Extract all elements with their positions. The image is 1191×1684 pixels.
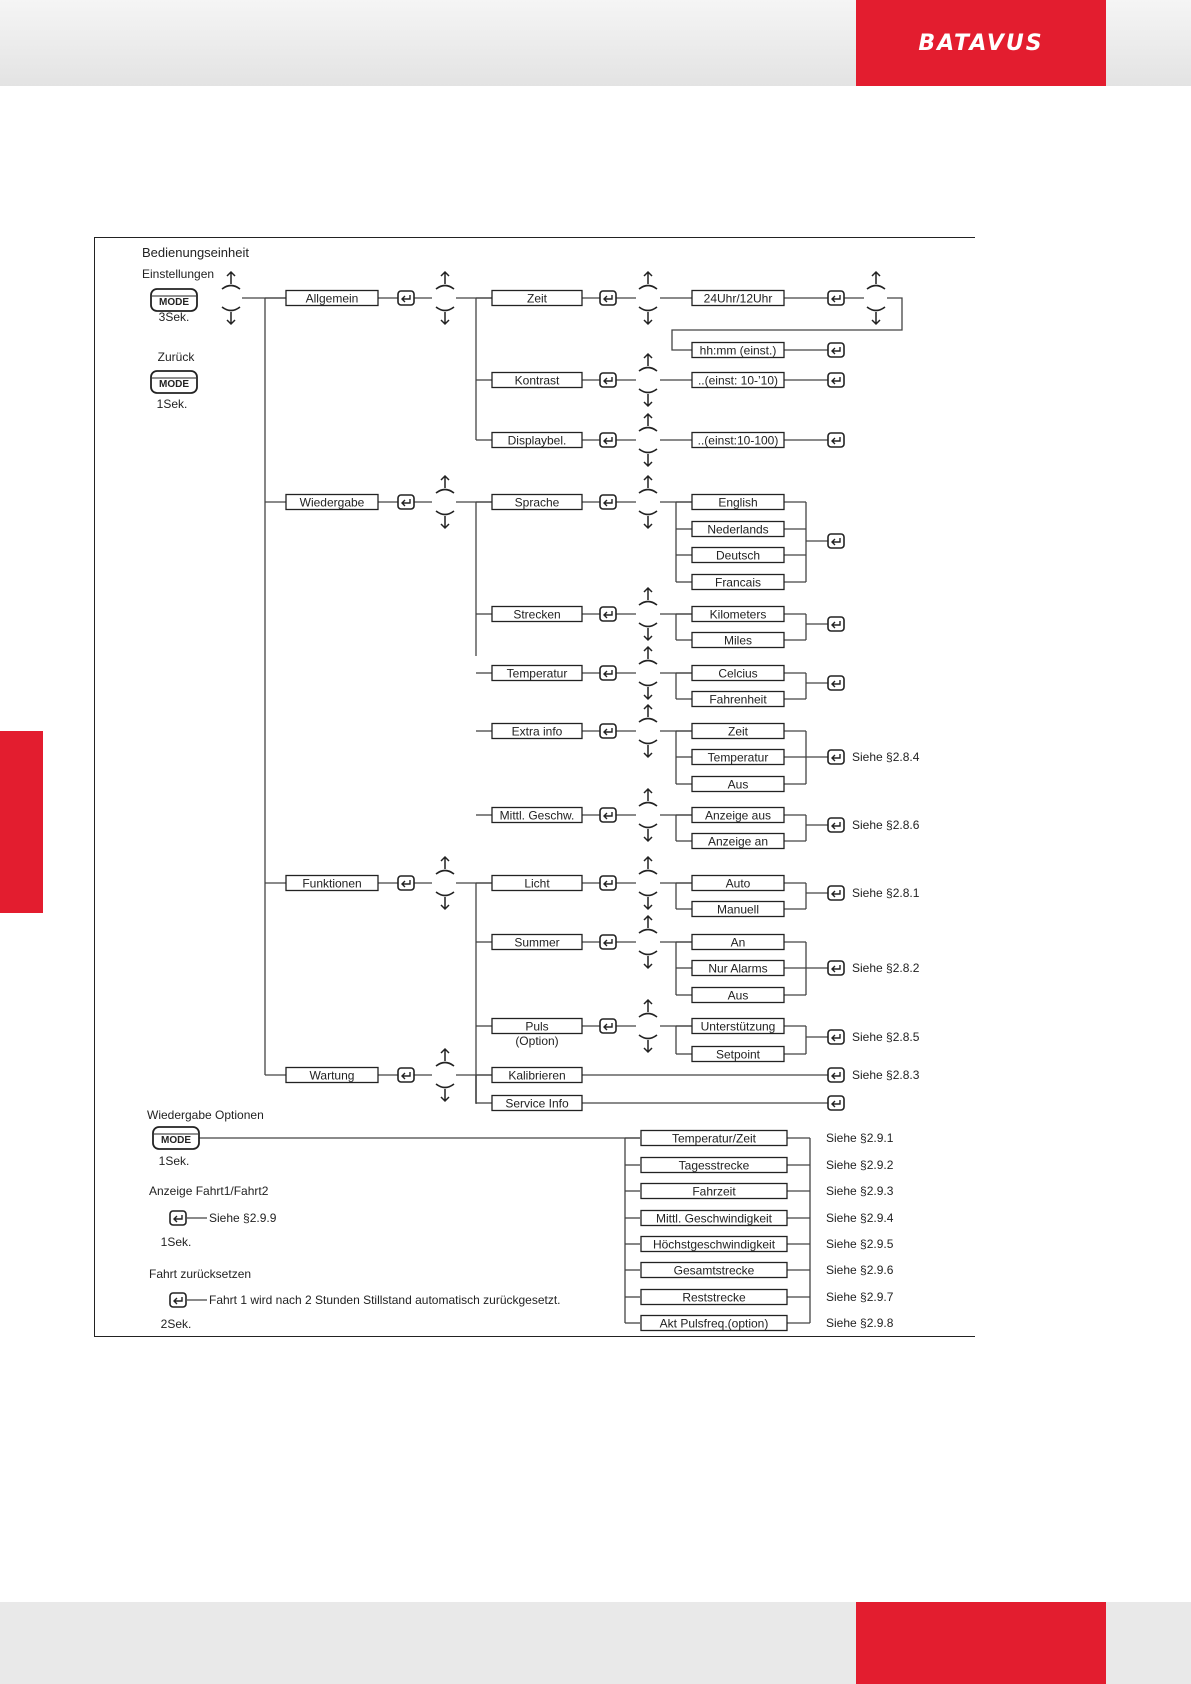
enter-icon-frame [600, 724, 616, 738]
enter-icon-frame [600, 291, 616, 305]
enter-icon [600, 935, 616, 949]
enter-icon [600, 373, 616, 387]
arrow-down-icon [441, 1089, 449, 1101]
uhr-box-label: 24Uhr/12Uhr [703, 291, 773, 306]
up-down-icon [639, 647, 657, 699]
enter-icon-frame [600, 495, 616, 509]
arrow-up-arc [436, 490, 454, 494]
enter-icon [828, 961, 844, 975]
arrow-up-icon [644, 916, 652, 928]
level1-item-label: Allgemein [305, 291, 359, 306]
wiedergabe-ref: Siehe §2.9.1 [826, 1131, 894, 1145]
mode-button-icon [151, 289, 197, 311]
up-down-icon [639, 354, 657, 406]
enter-icon [828, 617, 844, 631]
mode-button-text: MODE [159, 297, 189, 308]
arrow-down-icon [644, 394, 652, 406]
anzeige-sek-label: 1Sek. [160, 1235, 192, 1249]
enter-icon [828, 343, 844, 357]
arrow-down-icon [441, 312, 449, 324]
enter-icon [600, 607, 616, 621]
arrow-down-arc [639, 449, 657, 453]
enter-icon-frame [828, 750, 844, 764]
diagram-marks [142, 245, 920, 1331]
level1-item-label: Funktionen [302, 876, 362, 891]
enter-icon [828, 433, 844, 447]
arrow-down-icon [644, 829, 652, 841]
arrow-up-icon [441, 476, 449, 488]
enter-icon-frame [398, 495, 414, 509]
enter-icon [828, 534, 844, 548]
reference-label: Siehe §2.8.6 [852, 818, 920, 832]
option-item-label: Fahrenheit [709, 692, 767, 707]
enter-icon-frame [600, 607, 616, 621]
arrow-up-icon [227, 272, 235, 284]
level2-item-label: Kontrast [514, 373, 560, 388]
kontrast-value-box-label: ..(einst: 10-’10) [697, 373, 779, 388]
option-item-label: Unterstützung [700, 1019, 776, 1034]
arrow-up-arc [436, 286, 454, 290]
arrow-up-icon [644, 789, 652, 801]
option-item-label: Kilometers [709, 607, 767, 622]
arrow-down-icon [644, 516, 652, 528]
arrow-up-icon [441, 1049, 449, 1061]
up-down-icon [222, 272, 240, 324]
arrow-up-arc [639, 803, 657, 807]
enter-icon [600, 666, 616, 680]
arrow-up-arc [639, 661, 657, 665]
mode-button-text: MODE [159, 379, 189, 390]
option-item-label: Deutsch [715, 548, 761, 563]
wiedergabe-item-label: Reststrecke [682, 1290, 746, 1305]
arrow-down-icon [227, 312, 235, 324]
mode-button-text: MODE [161, 1135, 191, 1146]
up-down-icon [639, 857, 657, 909]
enter-icon-frame [600, 808, 616, 822]
option-item-label: Nederlands [707, 522, 769, 537]
reference-label: Siehe §2.8.5 [852, 1030, 920, 1044]
option-item-label: Aus [727, 988, 749, 1003]
reference-label: Siehe §2.8.2 [852, 961, 920, 975]
up-down-icon [639, 705, 657, 757]
arrow-down-arc [639, 511, 657, 515]
up-down-icon [436, 1049, 454, 1101]
mode-button-icon [153, 1127, 199, 1149]
puls-option-label: (Option) [515, 1034, 559, 1048]
level2-item-label: Temperatur [506, 666, 568, 681]
level2-item-label: Summer [514, 935, 560, 950]
enter-icon [600, 724, 616, 738]
up-down-icon [436, 272, 454, 324]
anzeige-ref: Siehe §2.9.9 [209, 1211, 277, 1225]
arrow-up-icon [644, 647, 652, 659]
up-down-icon [436, 476, 454, 528]
enter-icon [828, 1030, 844, 1044]
arrow-down-icon [872, 312, 880, 324]
arrow-up-arc [639, 719, 657, 723]
arrow-down-arc [639, 682, 657, 686]
arrow-up-icon [644, 414, 652, 426]
sek1-label: 1Sek. [156, 397, 188, 411]
arrow-down-arc [867, 307, 885, 311]
enter-icon-frame [398, 291, 414, 305]
enter-icon [828, 676, 844, 690]
arrow-up-icon [644, 1000, 652, 1012]
arrow-down-arc [639, 389, 657, 393]
wiedergabe-ref: Siehe §2.9.3 [826, 1184, 894, 1198]
service-box-label: Service Info [505, 1096, 569, 1111]
up-down-icon [639, 272, 657, 324]
arrow-up-arc [222, 286, 240, 290]
arrow-down-icon [644, 1040, 652, 1052]
enter-icon [398, 291, 414, 305]
arrow-down-arc [436, 892, 454, 896]
arrow-up-arc [639, 1014, 657, 1018]
enter-icon [600, 876, 616, 890]
enter-icon [828, 1096, 844, 1110]
up-down-icon [639, 916, 657, 968]
enter-icon-frame [828, 1068, 844, 1082]
option-item-label: Zeit [727, 724, 749, 739]
level2-item-label: Sprache [514, 495, 560, 510]
enter-icon-frame [828, 291, 844, 305]
arrow-down-arc [436, 307, 454, 311]
up-down-icon [639, 476, 657, 528]
enter-icon [398, 876, 414, 890]
level2-item-label: Licht [524, 876, 550, 891]
mode-button-icon [151, 371, 197, 393]
up-down-icon [639, 414, 657, 466]
option-item-label: Manuell [716, 902, 760, 917]
level2-item-label: Displaybel. [507, 433, 567, 448]
arrow-up-icon [644, 354, 652, 366]
up-down-icon [639, 588, 657, 640]
enter-icon-frame [828, 961, 844, 975]
arrow-up-icon [644, 588, 652, 600]
arrow-down-arc [639, 623, 657, 627]
option-item-label: English [718, 495, 758, 510]
enter-icon [828, 291, 844, 305]
wiedergabe-item-label: Gesamtstrecke [673, 1263, 755, 1278]
enter-icon-frame [600, 666, 616, 680]
enter-icon-frame [828, 373, 844, 387]
enter-icon-frame [170, 1293, 186, 1307]
arrow-up-icon [441, 857, 449, 869]
enter-icon [398, 1068, 414, 1082]
enter-icon [600, 808, 616, 822]
wiedergabe-ref: Siehe §2.9.6 [826, 1263, 894, 1277]
enter-icon-frame [828, 343, 844, 357]
option-item-label: An [730, 935, 746, 950]
option-item-label: Anzeige aus [704, 808, 772, 823]
level2-item-label: Mittl. Geschw. [499, 808, 575, 823]
enter-icon-frame [398, 876, 414, 890]
fahrt-title: Fahrt zurücksetzen [149, 1267, 252, 1281]
reference-label: Siehe §2.8.3 [852, 1068, 920, 1082]
enter-icon-frame [600, 1019, 616, 1033]
option-item-label: Miles [723, 633, 753, 648]
up-down-icon [639, 1000, 657, 1052]
enter-icon [828, 373, 844, 387]
enter-icon-frame [170, 1211, 186, 1225]
enter-icon [828, 750, 844, 764]
option-item-label: Celcius [718, 666, 758, 681]
wiedergabe-item-label: Tagesstrecke [678, 1158, 750, 1173]
arrow-down-arc [639, 740, 657, 744]
fahrt-text: Fahrt 1 wird nach 2 Stunden Stillstand automatisch zurückgesetzt. [209, 1293, 561, 1307]
enter-icon-frame [828, 886, 844, 900]
enter-icon-frame [600, 373, 616, 387]
option-item-label: Auto [725, 876, 751, 891]
sek3-label: 3Sek. [158, 310, 190, 324]
arrow-down-arc [639, 824, 657, 828]
enter-icon-frame [398, 1068, 414, 1082]
arrow-down-icon [644, 745, 652, 757]
arrow-up-arc [436, 1063, 454, 1067]
hhmm-box-label: hh:mm (einst.) [699, 343, 777, 358]
enter-icon [170, 1211, 186, 1225]
wiedergabe-ref: Siehe §2.9.7 [826, 1290, 894, 1304]
enter-icon-frame [828, 676, 844, 690]
arrow-up-arc [867, 286, 885, 290]
enter-icon-frame [828, 433, 844, 447]
wiedergabe-ref: Siehe §2.9.4 [826, 1211, 894, 1225]
enter-icon [828, 886, 844, 900]
option-item-label: Temperatur [707, 750, 769, 765]
display-value-box-label: ..(einst:10-100) [697, 433, 779, 448]
arrow-up-icon [644, 272, 652, 284]
wiedergabe-item-label: Temperatur/Zeit [671, 1131, 757, 1146]
arrow-up-icon [644, 705, 652, 717]
kalibrieren-box-label: Kalibrieren [508, 1068, 566, 1083]
enter-icon-frame [828, 534, 844, 548]
enter-icon [828, 1068, 844, 1082]
enter-icon [828, 818, 844, 832]
wiedergabe-ref: Siehe §2.9.2 [826, 1158, 894, 1172]
enter-icon-frame [828, 617, 844, 631]
wiedergabe-item-label: Höchstgeschwindigkeit [652, 1237, 776, 1252]
option-item-label: Setpoint [715, 1047, 761, 1062]
diagram-title: Bedienungseinheit [142, 245, 249, 260]
level2-item-label: Zeit [526, 291, 548, 306]
arrow-down-arc [639, 1035, 657, 1039]
enter-icon [600, 1019, 616, 1033]
arrow-down-arc [222, 307, 240, 311]
arrow-down-icon [644, 454, 652, 466]
arrow-up-arc [639, 871, 657, 875]
option-item-label: Anzeige an [707, 834, 769, 849]
arrow-down-arc [639, 951, 657, 955]
enter-icon-frame [600, 433, 616, 447]
arrow-up-arc [639, 428, 657, 432]
enter-icon-frame [828, 1096, 844, 1110]
enter-icon [600, 291, 616, 305]
enter-icon-frame [828, 818, 844, 832]
wiedergabe-item-label: Akt Pulsfreq.(option) [659, 1316, 769, 1331]
arrow-down-icon [441, 516, 449, 528]
arrow-up-arc [436, 871, 454, 875]
arrow-down-arc [436, 511, 454, 515]
arrow-up-arc [639, 368, 657, 372]
option-item-label: Francais [714, 575, 762, 590]
up-down-icon [867, 272, 885, 324]
enter-icon [600, 495, 616, 509]
arrow-up-arc [639, 602, 657, 606]
arrow-up-icon [872, 272, 880, 284]
arrow-down-arc [639, 307, 657, 311]
arrow-down-icon [441, 897, 449, 909]
enter-icon [600, 433, 616, 447]
reference-label: Siehe §2.8.1 [852, 886, 920, 900]
wiedergabe-ref: Siehe §2.9.5 [826, 1237, 894, 1251]
arrow-down-icon [644, 628, 652, 640]
option-item-label: Aus [727, 777, 749, 792]
enter-icon [398, 495, 414, 509]
arrow-down-arc [436, 1084, 454, 1088]
anzeige-title: Anzeige Fahrt1/Fahrt2 [149, 1184, 269, 1198]
einstellungen-label: Einstellungen [142, 267, 215, 281]
wiedergabe-optionen-title: Wiedergabe Optionen [147, 1108, 264, 1122]
level1-item-label: Wiedergabe [299, 495, 365, 510]
arrow-down-icon [644, 687, 652, 699]
level2-item-label: Extra info [511, 724, 563, 739]
wiedergabe-ref: Siehe §2.9.8 [826, 1316, 894, 1330]
wiedergabe-item-label: Mittl. Geschwindigkeit [655, 1211, 773, 1226]
level2-item-label: Strecken [513, 607, 561, 622]
level2-item-label: Puls [525, 1019, 549, 1034]
arrow-down-icon [644, 956, 652, 968]
level1-item-label: Wartung [309, 1068, 355, 1083]
enter-icon-frame [828, 1030, 844, 1044]
arrow-up-icon [441, 272, 449, 284]
arrow-up-arc [639, 286, 657, 290]
arrow-down-arc [639, 892, 657, 896]
up-down-icon [436, 857, 454, 909]
up-down-icon [639, 789, 657, 841]
enter-icon-frame [600, 935, 616, 949]
enter-icon [170, 1293, 186, 1307]
arrow-up-icon [644, 476, 652, 488]
enter-icon-frame [600, 876, 616, 890]
arrow-down-icon [644, 312, 652, 324]
arrow-up-icon [644, 857, 652, 869]
arrow-up-arc [639, 490, 657, 494]
arrow-down-icon [644, 897, 652, 909]
wiedergabe-sek1-label: 1Sek. [158, 1154, 190, 1168]
wiedergabe-item-label: Fahrzeit [692, 1184, 736, 1199]
arrow-up-arc [639, 930, 657, 934]
logo-text: BATAVUS [918, 30, 1044, 56]
reference-label: Siehe §2.8.4 [852, 750, 920, 764]
fahrt-sek-label: 2Sek. [160, 1317, 192, 1331]
option-item-label: Nur Alarms [708, 961, 768, 976]
zurueck-label: Zurück [157, 350, 195, 364]
